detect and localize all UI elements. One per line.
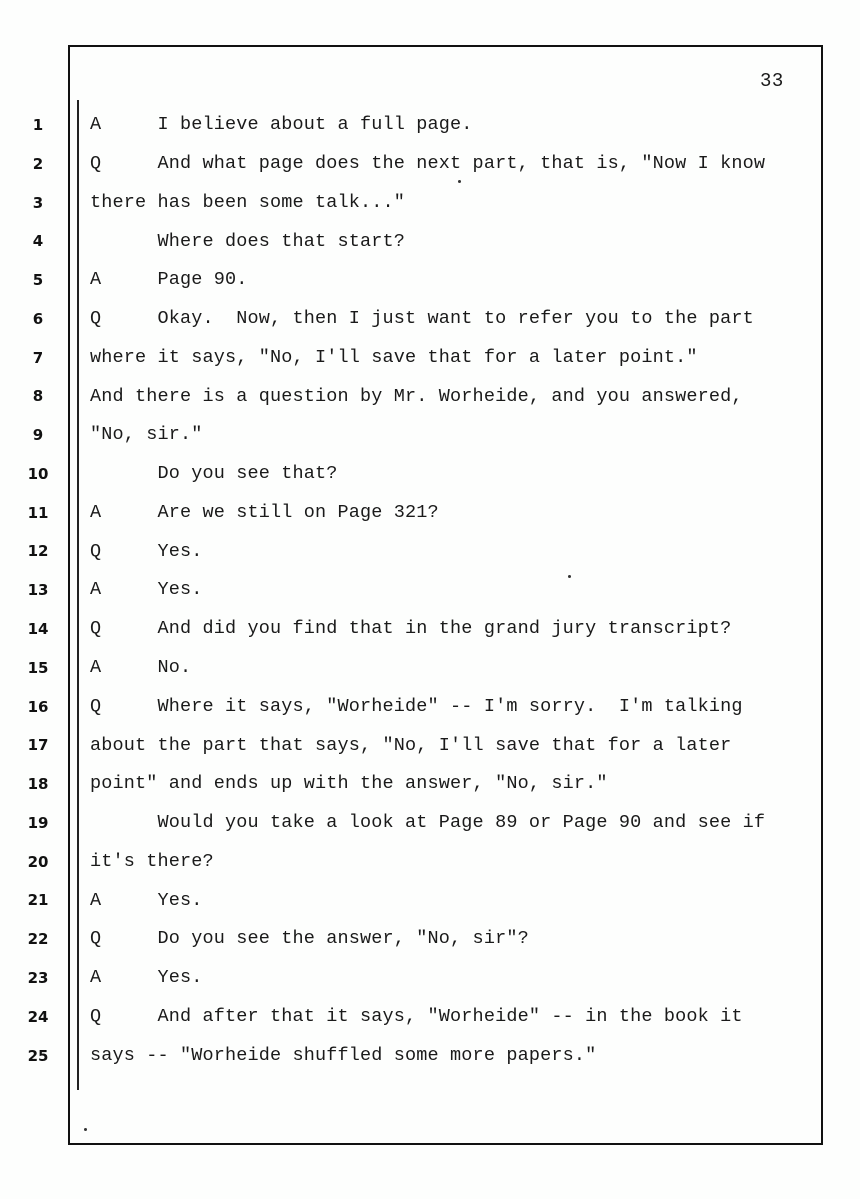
transcript-line: about the part that says, "No, I'll save that for a later [90, 735, 732, 756]
transcript-line: And there is a question by Mr. Worheide, and you answered, [90, 386, 743, 407]
transcript-line: Q And what page does the next part, that is, "Now I know [90, 153, 766, 174]
transcript-line: Where does that start? [90, 231, 406, 252]
line-number: 15 [27, 659, 49, 677]
transcript-line: point" and ends up with the answer, "No, sir." [90, 773, 608, 794]
transcript-line: there has been some talk..." [90, 192, 406, 213]
transcript-line: Q And did you find that in the grand jury transcript? [90, 618, 732, 639]
transcript-line: says -- "Worheide shuffled some more papers." [90, 1045, 597, 1066]
line-number: 9 [32, 426, 44, 444]
line-number: 2 [32, 155, 44, 173]
transcript-line: Q Where it says, "Worheide" -- I'm sorry. I'm talking [90, 696, 743, 717]
line-number: 19 [27, 814, 49, 832]
line-number: 24 [27, 1008, 49, 1026]
line-number: 21 [27, 891, 49, 909]
transcript-line: Q And after that it says, "Worheide" -- in the book it [90, 1006, 743, 1027]
left-margin-rule [77, 100, 79, 1090]
line-number: 25 [27, 1047, 49, 1065]
line-number: 12 [27, 542, 49, 560]
transcript-line: A Yes. [90, 579, 203, 600]
transcript-line: A Page 90. [90, 269, 248, 290]
line-number: 16 [27, 698, 49, 716]
line-number: 14 [27, 620, 49, 638]
line-number: 11 [27, 504, 49, 522]
line-number: 18 [27, 775, 49, 793]
transcript-line: Q Do you see the answer, "No, sir"? [90, 928, 529, 949]
transcript-line: A Yes. [90, 967, 203, 988]
transcript-line: A No. [90, 657, 192, 678]
transcript-line: Q Yes. [90, 541, 203, 562]
line-number: 20 [27, 853, 49, 871]
page-number: 33 [760, 70, 784, 92]
transcript-line: "No, sir." [90, 424, 203, 445]
transcript-line: A Are we still on Page 321? [90, 502, 439, 523]
transcript-line: where it says, "No, I'll save that for a later point." [90, 347, 698, 368]
transcript-line: Would you take a look at Page 89 or Page 90 and see if [90, 812, 766, 833]
line-number: 6 [32, 310, 44, 328]
line-number: 22 [27, 930, 49, 948]
scan-speck [568, 575, 571, 578]
line-number: 3 [32, 194, 44, 212]
line-number: 7 [32, 349, 44, 367]
transcript-line: A I believe about a full page. [90, 114, 473, 135]
line-number: 1 [32, 116, 44, 134]
line-number: 17 [27, 736, 49, 754]
line-number: 13 [27, 581, 49, 599]
line-number: 5 [32, 271, 44, 289]
line-number: 10 [27, 465, 49, 483]
transcript-line: Q Okay. Now, then I just want to refer you to the part [90, 308, 754, 329]
transcript-line: A Yes. [90, 890, 203, 911]
scan-speck [458, 180, 461, 183]
transcript-line: Do you see that? [90, 463, 338, 484]
line-number: 23 [27, 969, 49, 987]
line-number: 8 [32, 387, 44, 405]
transcript-line: it's there? [90, 851, 214, 872]
scan-speck [84, 1128, 87, 1131]
line-number: 4 [32, 232, 44, 250]
